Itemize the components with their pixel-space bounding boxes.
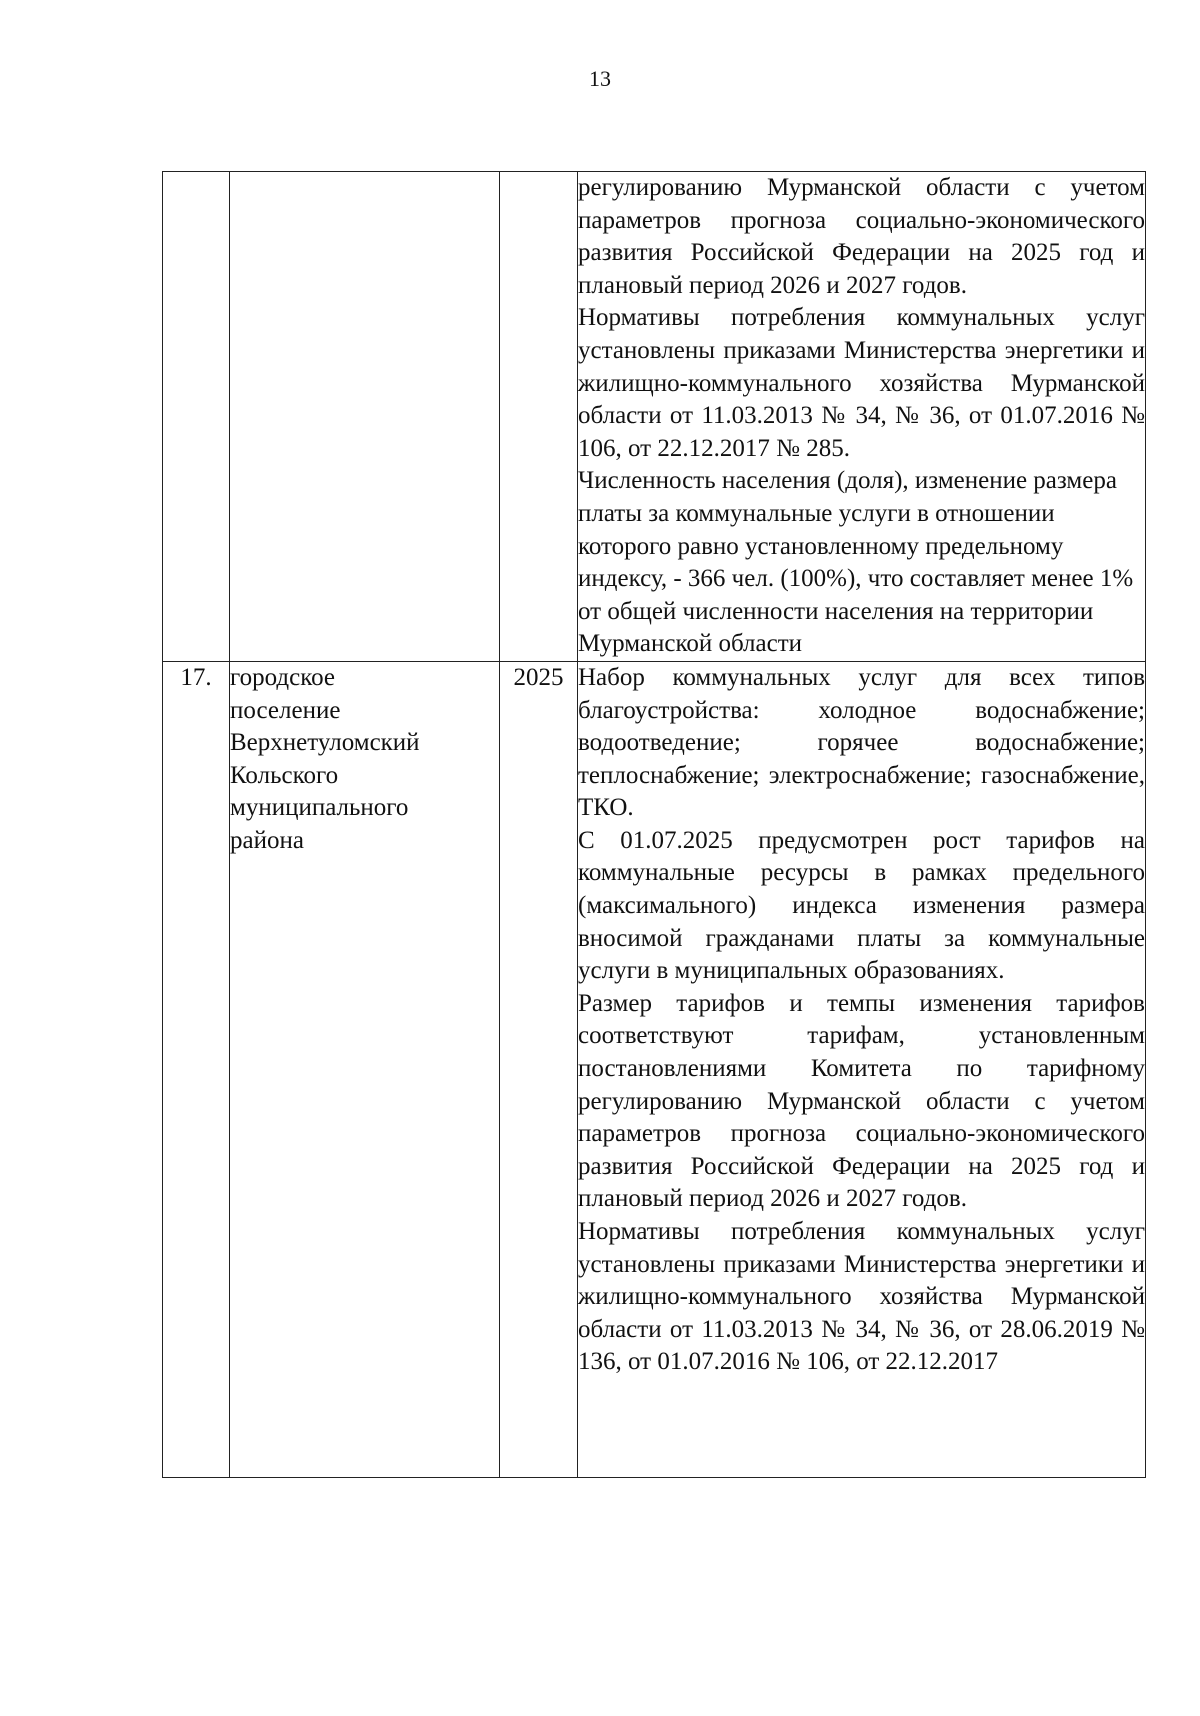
description-cell [578, 172, 1146, 662]
municipality-line: поселение [230, 696, 341, 724]
municipality-cell [230, 661, 500, 1477]
description-cell [578, 661, 1146, 1477]
municipality-line: муниципального [230, 794, 409, 822]
year-cell [500, 172, 578, 662]
description-paragraph: Численность населения (доля), изменение размера платы за коммунальные услуги в отношении которого равно установленному предельному индексу, - 366 чел. (100%), что составляет менее 1% от общей численности населения на территории Мурманской области [578, 467, 1134, 658]
description-clip [578, 662, 1145, 1477]
municipality-line: Кольского [230, 761, 339, 789]
description-paragraph: Набор коммунальных услуг для всех типов благоустройства: холодное водоснабжение; водоотведение; горячее водоснабжение; теплоснабжение; электроснабжение; газоснабжение, ТКО. [578, 663, 1145, 822]
description-paragraph: Нормативы потребления коммунальных услуг установлены приказами Министерства энергетики и жилищно-коммунального хозяйства Мурманской области от 11.03.2013 № 34, № 36, от 28.06.2019 № 136, от 01.07.2016 № 106, от 22.12.2017 [578, 1218, 1145, 1376]
municipality-line: района [230, 826, 304, 854]
description-paragraph: С 01.07.2025 предусмотрен рост тарифов на коммунальные ресурсы в рамках предельного (максимального) индекса изменения размера вносимой гражданами платы за коммунальные услуги в муниципальных образованиях. [578, 826, 1145, 985]
row-number-cell [163, 172, 230, 662]
municipality-line: городское [230, 663, 336, 691]
row-number-cell: 17. [163, 661, 230, 1477]
table-row [163, 172, 1146, 662]
table-row [163, 661, 1146, 1477]
municipality-cell [230, 172, 500, 662]
description-paragraph: регулированию Мурманской области с учетом параметров прогноза социально-экономического развития Российской Федерации на 2025 год и плановый период 2026 и 2027 годов. [578, 174, 1145, 299]
municipality-line: Верхнетуломский [230, 729, 420, 757]
page-number: 13 [589, 66, 611, 91]
tariff-table [162, 171, 1146, 1478]
description-paragraph: Нормативы потребления коммунальных услуг установлены приказами Министерства энергетики и жилищно-коммунального хозяйства Мурманской области от 11.03.2013 № 34, № 36, от 01.07.2016 № 106, от 22.12.2017 № 285. [578, 304, 1145, 462]
year-cell: 2025 [500, 661, 578, 1477]
description-paragraph: Размер тарифов и темпы изменения тарифов соответствуют тарифам, установленным постановлениями Комитета по тарифному регулированию Мурманской области с учетом параметров прогноза социально-экономического развития Российской Федерации на 2025 год и плановый период 2026 и 2027 годов. [578, 989, 1145, 1213]
